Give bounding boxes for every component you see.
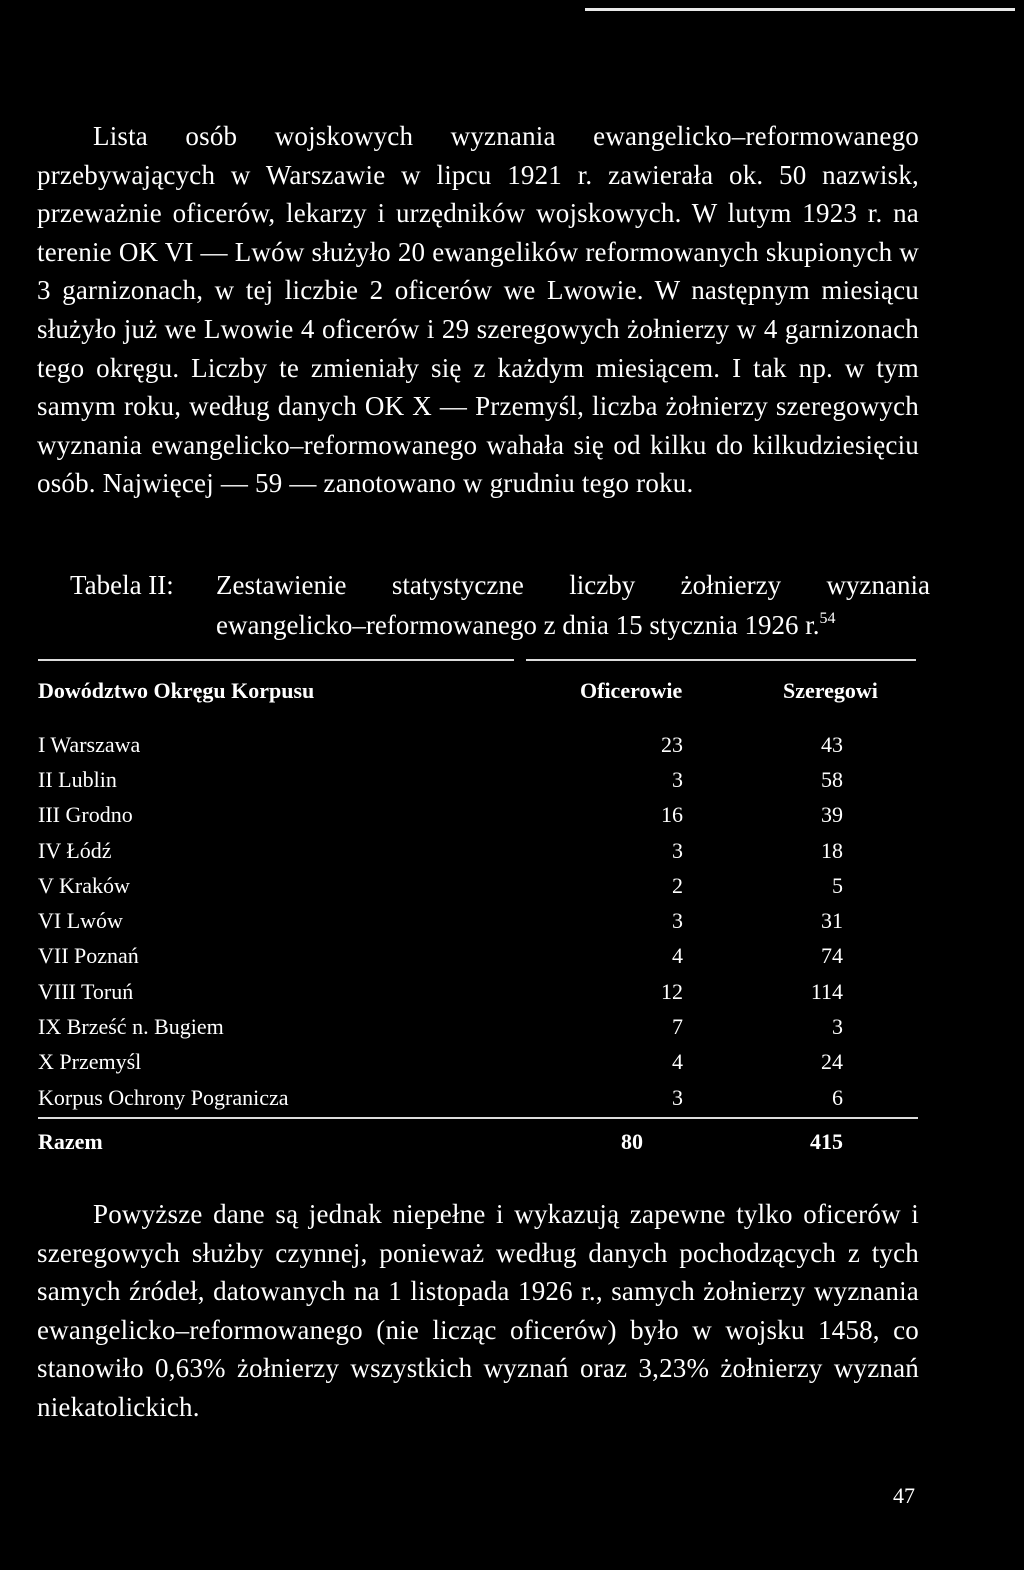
table-caption-label: Tabela II: [70, 570, 174, 600]
table-row [38, 762, 843, 797]
table-row [38, 1009, 843, 1044]
cell-privates: 3 [832, 1014, 843, 1040]
footnote-ref: 54 [819, 610, 836, 627]
page-number: 47 [893, 1483, 915, 1508]
closing-paragraph: Powyższe dane są jednak niepełne i wykazują zapewne tylko oficerów i szeregowych służby czynnej, ponieważ według danych pochodzących z tych samych źródeł, datowanych na 1 listopada 1926 r., samych żołnierzy wyznania ewangelicko–reformowanego (nie licząc oficerów) było w wojsku 1458, co stanowiło 0,63% żołnierzy wszystkich wyznań oraz 3,23% żołnierzy wyznań niekatolickich. [37, 1199, 919, 1422]
table-row [38, 798, 843, 833]
cell-privates: 5 [832, 872, 843, 898]
total-label: Razem [38, 1129, 103, 1154]
cell-command: VII Poznań [38, 943, 139, 969]
cell-officers: 3 [672, 908, 683, 934]
table-body [38, 727, 843, 1115]
total-privates: 415 [810, 1129, 843, 1154]
header-command: Dowództwo Okręgu Korpusu [38, 678, 315, 703]
cell-command: V Kraków [38, 872, 130, 898]
cell-privates: 24 [821, 1049, 843, 1075]
table-caption [70, 565, 930, 645]
cell-privates: 39 [821, 802, 843, 828]
table-row [38, 868, 843, 903]
total-officers: 80 [621, 1129, 643, 1154]
cell-command: II Lublin [38, 766, 117, 792]
header-privates: Szeregowi [783, 678, 878, 703]
cell-officers: 3 [672, 766, 683, 792]
intro-paragraph: Lista osób wojskowych wyznania ewangelicko–reformowanego przebywających w Warszawie w lipcu 1921 r. zawierała ok. 50 nazwisk, przeważnie oficerów, lekarzy i urzędników wojskowych. W lutym 1923 r. na terenie OK VI — Lwów służyło 20 ewangelików reformowanych skupionych w 3 garnizonach, w tej liczbie 2 oficerów we Lwowie. W następnym miesiącu służyło już we Lwowie 4 oficerów i 29 szeregowych żołnierzy w 4 garnizonach tego okręgu. Liczby te zmieniały się z każdym miesiącem. I tak np. w tym samym roku, według danych OK X — Przemyśl, liczba żołnierzy szeregowych wyznania ewangelicko–reformowanego wahała się od kilku do kilkudziesięciu osób. Najwięcej — 59 — zanotowano w grudniu tego roku. [37, 121, 919, 499]
table-top-rule-right [526, 659, 916, 661]
cell-officers: 7 [672, 1014, 683, 1040]
table-row [38, 1080, 843, 1115]
cell-privates: 31 [821, 908, 843, 934]
cell-privates: 18 [821, 837, 843, 863]
table-row [38, 939, 843, 974]
cell-privates: 114 [810, 978, 843, 1004]
cell-officers: 23 [661, 731, 683, 757]
cell-privates: 74 [821, 943, 843, 969]
cell-privates: 6 [832, 1084, 843, 1110]
table-row [38, 974, 843, 1009]
cell-officers: 3 [672, 1084, 683, 1110]
data-table [38, 727, 843, 1115]
cell-officers: 12 [661, 978, 683, 1004]
cell-command: I Warszawa [38, 731, 141, 757]
table-top-rule-left [38, 659, 514, 661]
cell-command: X Przemyśl [38, 1049, 142, 1075]
cell-command: Korpus Ochrony Pogranicza [38, 1084, 289, 1110]
cell-command: IV Łódź [38, 837, 112, 863]
top-rule [585, 8, 1015, 11]
table-row [38, 1045, 843, 1080]
cell-officers: 4 [672, 1049, 683, 1075]
cell-officers: 3 [672, 837, 683, 863]
header-officers: Oficerowie [580, 678, 683, 703]
cell-command: III Grodno [38, 802, 133, 828]
table-caption-body [216, 565, 930, 645]
table-row [38, 833, 843, 868]
table-caption-text: Zestawienie statystyczne liczby żołnierzy wyznania ewangelicko–reformowanego z dnia 15 stycznia 1926 r. [216, 570, 930, 640]
total-rule [38, 1117, 918, 1119]
cell-officers: 4 [672, 943, 683, 969]
cell-command: VIII Toruń [38, 978, 134, 1004]
cell-privates: 58 [821, 766, 843, 792]
cell-command: IX Brześć n. Bugiem [38, 1014, 224, 1040]
table-row [38, 903, 843, 938]
cell-officers: 16 [661, 802, 683, 828]
cell-command: VI Lwów [38, 908, 123, 934]
cell-officers: 2 [672, 872, 683, 898]
cell-privates: 43 [821, 731, 843, 757]
table-row [38, 727, 843, 762]
